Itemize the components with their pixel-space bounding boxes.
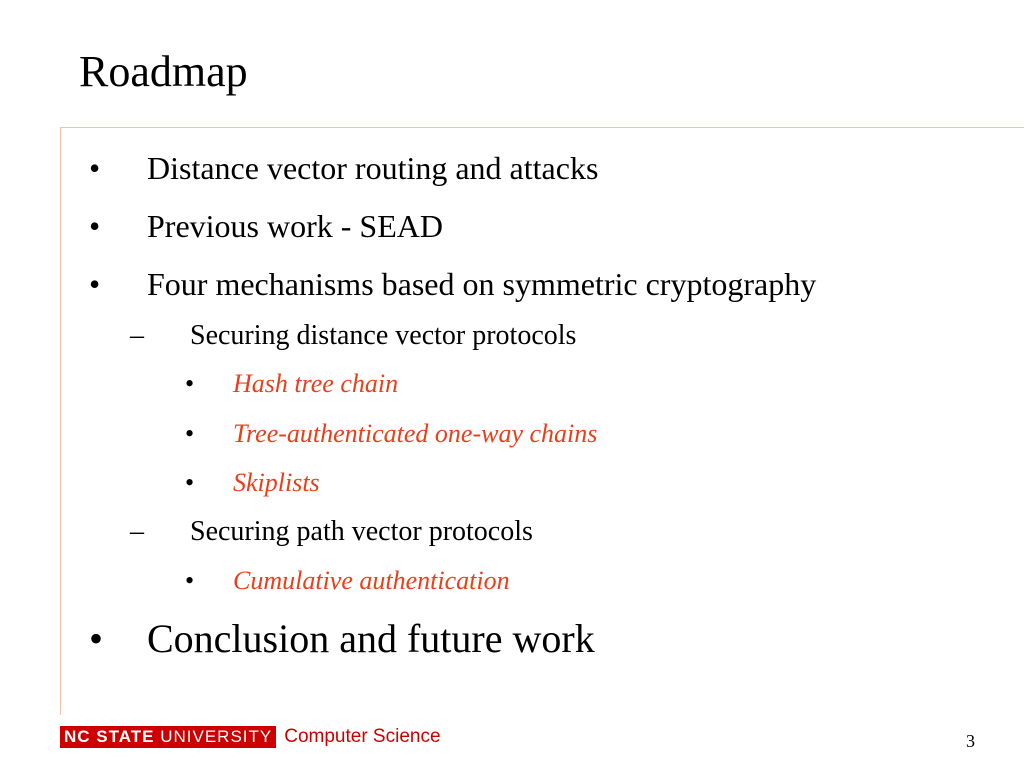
sub-sub-bullet-text: Hash tree chain [233, 369, 399, 398]
university-logo [60, 726, 441, 748]
bullet-marker: • [89, 150, 101, 186]
bullet-marker: • [185, 419, 195, 448]
bullet-marker: • [89, 616, 104, 661]
sub-bullet-text: Securing distance vector protocols [190, 320, 577, 351]
slide-title: Roadmap [79, 47, 248, 96]
bullet-text: Four mechanisms based on symmetric cryptography [147, 266, 817, 302]
bullet-marker: • [185, 369, 195, 398]
bullet-text: Previous work - SEAD [147, 208, 443, 244]
bullet-text: Distance vector routing and attacks [147, 150, 599, 186]
vertical-divider [60, 127, 61, 715]
dash-marker: – [130, 320, 144, 351]
bullet-marker: • [89, 208, 101, 244]
sub-sub-bullet-text: Cumulative authentication [233, 566, 510, 595]
sub-sub-bullet-text: Skiplists [233, 468, 320, 497]
bullet-text: Conclusion and future work [147, 616, 595, 661]
department-name: Computer Science [284, 726, 441, 747]
logo-wordmark: NC STATE UNIVERSITY [60, 726, 276, 748]
page-number: 3 [966, 731, 975, 751]
dash-marker: – [130, 516, 144, 547]
bullet-marker: • [185, 566, 195, 595]
bullet-marker: • [89, 266, 101, 302]
sub-bullet-text: Securing path vector protocols [190, 516, 533, 547]
horizontal-divider [60, 127, 1024, 128]
sub-sub-bullet-text: Tree-authenticated one-way chains [233, 419, 598, 448]
bullet-marker: • [185, 468, 195, 497]
